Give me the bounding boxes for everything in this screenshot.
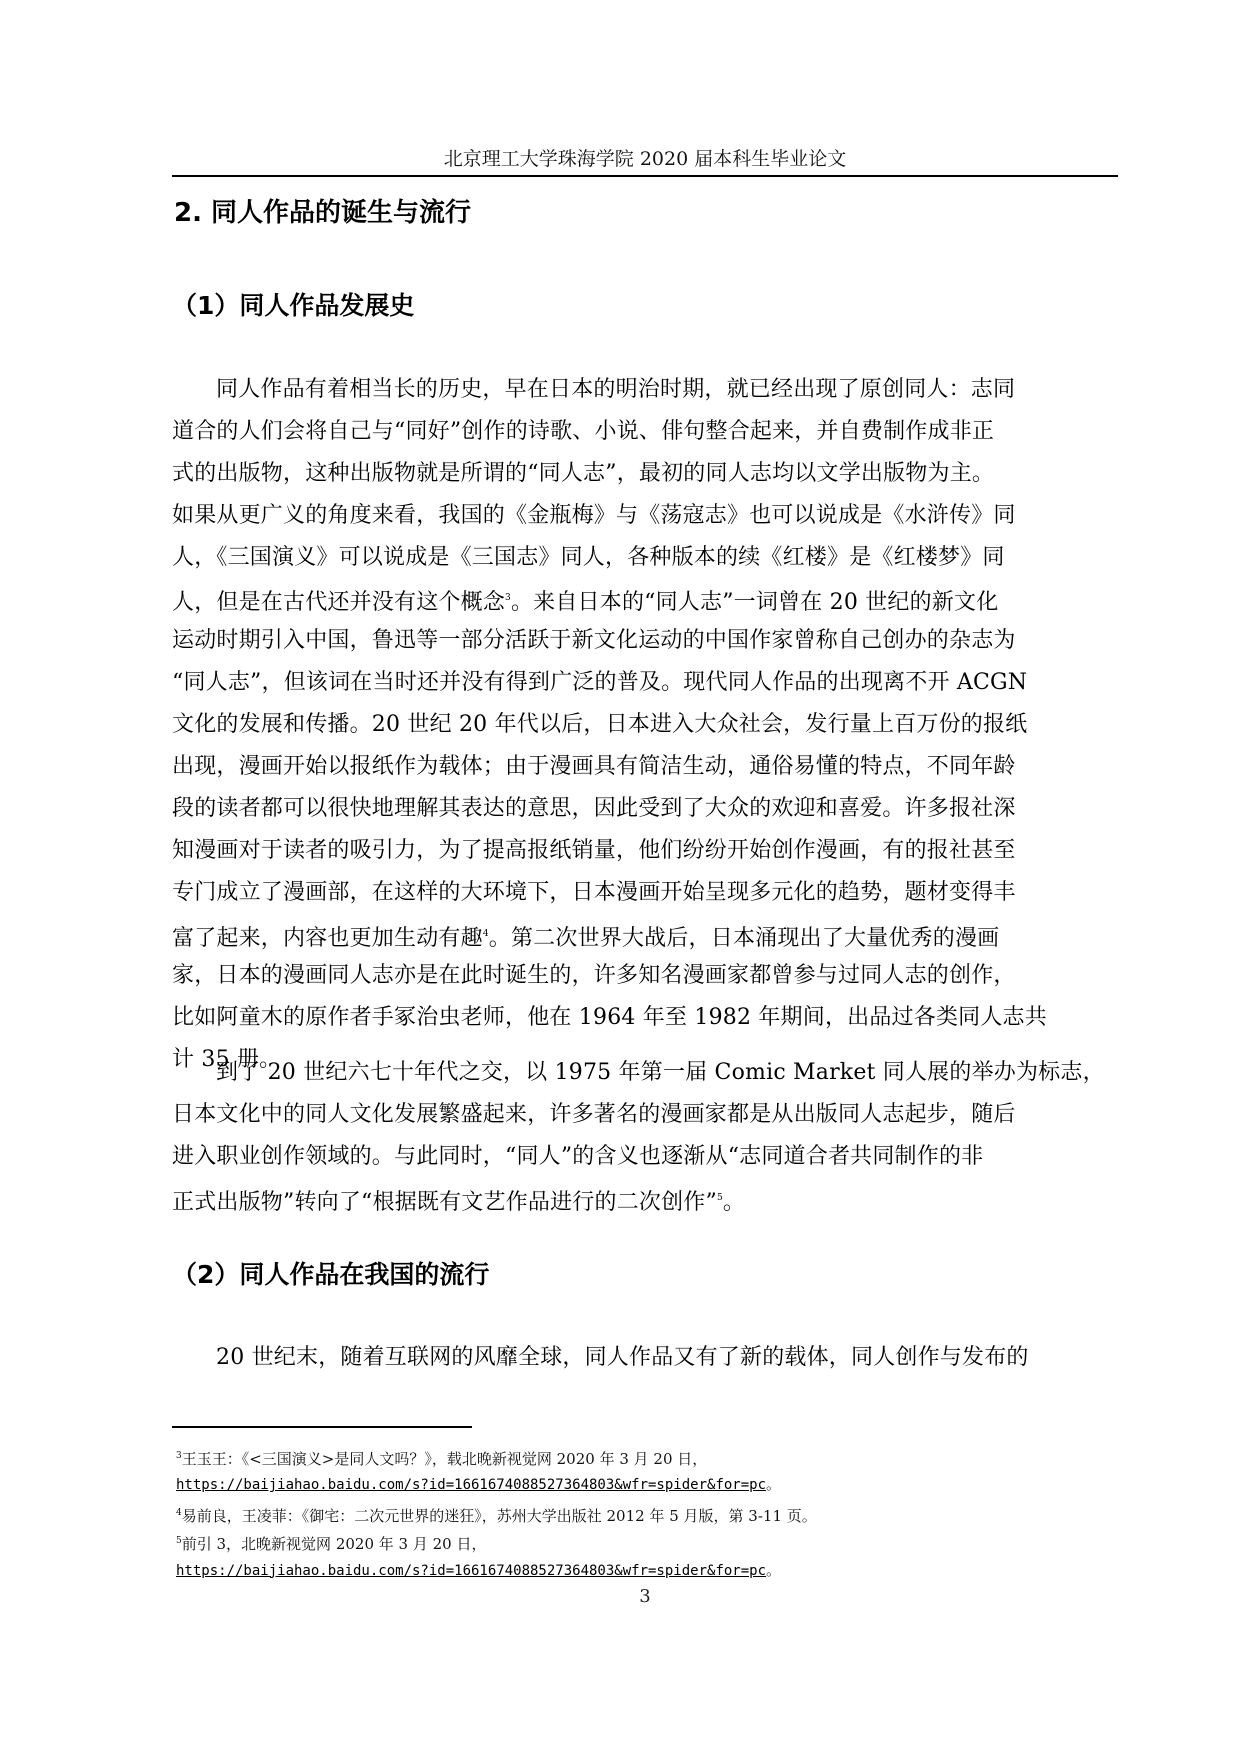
footnote-ref-3[interactable]: 3 (505, 593, 511, 604)
footnote-ref-4[interactable]: 4 (482, 928, 489, 939)
footnote-link[interactable]: https://baijiahao.baidu.com/s?id=1661674088527364803&wfr=spider&for=pc (176, 1562, 767, 1579)
text-line (172, 914, 1118, 956)
footnote-text-end: 。 (766, 1475, 782, 1494)
text-line: 式的出版物，这种出版物就是所谓的“同人志”，最初的同人志均以文学出版物为主。 (172, 460, 995, 486)
footnote-3 (176, 1442, 1116, 1470)
text-line: 知漫画对于读者的吸引力，为了提高报纸销量，他们纷纷开始创作漫画，有的报社甚至 (172, 837, 1016, 863)
footnotes (176, 1442, 1116, 1584)
text-segment: 正式出版物”转向了“根据既有文艺作品进行的二次创作” (172, 1189, 717, 1215)
text-line: 计 35 册。 (172, 1047, 282, 1073)
text-line: 到了 20 世纪六七十年代之交，以 1975 年第一届 Comic Market 同人展的举办为标志， (216, 1060, 1105, 1085)
text-segment: 人，但是在古代还并没有这个概念 (172, 590, 506, 616)
text-segment: 。来自日本的“同人志”一词曾在 20 世纪的新文化 (510, 590, 999, 616)
footnote-5-link-line (176, 1556, 1116, 1584)
subsection-heading-china: （2）同人作品在我国的流行 (172, 1260, 490, 1289)
footnote-number: 3 (176, 1451, 182, 1461)
text-line: 人，《三国演义》可以说成是《三国志》同人，各种版本的续《红楼》是《红楼梦》同 (172, 544, 1005, 570)
text-line: 比如阿童木的原作者手冢治虫老师，他在 1964 年至 1982 年期间，出品过各类同人志共 (172, 1005, 1047, 1031)
text-line: 同人作品有着相当长的历史，早在日本的明治时期，就已经出现了原创同人：志同 (216, 377, 1016, 402)
text-segment: 富了起来，内容也更加生动有趣 (172, 925, 483, 951)
text-line: 出现，漫画开始以报纸作为载体；由于漫画具有简洁生动，通俗易懂的特点，不同年龄 (172, 754, 1016, 780)
running-header: 北京理工大学珠海学院 2020 届本科生毕业论文 (443, 148, 847, 170)
text-segment: 。第二次世界大战后，日本涌现出了大量优秀的漫画 (488, 925, 1000, 951)
section-heading: 2. 同人作品的诞生与流行 (174, 198, 472, 228)
text-line: “同人志”，但该词在当时还并没有得到广泛的普及。现代同人作品的出现离不开 ACGN (172, 670, 1028, 696)
text-line (172, 1178, 1118, 1220)
footnote-ref-5[interactable]: 5 (716, 1192, 723, 1203)
footnote-text: 前引 3，北晚新视觉网 2020 年 3 月 20 日， (181, 1535, 487, 1554)
paragraph-comic-market (172, 1052, 1118, 1220)
text-line: 日本文化中的同人文化发展繁盛起来，许多著名的漫画家都是从出版同人志起步，随后 (172, 1101, 1016, 1127)
footnote-5 (176, 1527, 1116, 1555)
text-line: 文化的发展和传播。20 世纪 20 年代以后，日本进入大众社会，发行量上百万份的报纸 (172, 712, 1028, 738)
text-line: 运动时期引入中国，鲁迅等一部分活跃于新文化运动的中国作家曾称自己创办的杂志为 (172, 628, 1016, 654)
subsection-heading-history: （1）同人作品发展史 (172, 291, 415, 320)
text-line: 专门成立了漫画部，在这样的大环境下，日本漫画开始呈现多元化的趋势，题材变得丰 (172, 879, 1016, 905)
text-line: 道合的人们会将自己与“同好”创作的诗歌、小说、俳句整合起来，并自费制作成非正 (172, 418, 995, 444)
footnote-number: 4 (176, 1507, 182, 1518)
footnote-text: 王玉王：《<三国演义>是同人文吗？》，载北晚新视觉网 2020 年 3 月 20 日， (181, 1450, 708, 1468)
text-line: 20 世纪末，随着互联网的风靡全球，同人作品又有了新的载体，同人创作与发布的 (216, 1345, 1029, 1370)
footnote-text-end: 。 (766, 1560, 782, 1579)
text-line: 进入职业创作领域的。与此同时，“同人”的含义也逐渐从“志同道合者共同制作的非 (172, 1143, 984, 1169)
text-segment: 。 (722, 1189, 746, 1215)
footnote-text: 易前良，王凌菲：《御宅：二次元世界的迷狂》，苏州大学出版社 2012 年 5 月版，第 3-11 页。 (181, 1506, 817, 1525)
footnote-3-link-line (176, 1470, 1116, 1498)
paragraph-history (172, 369, 1118, 1081)
paragraph-internet (172, 1337, 1118, 1379)
text-line: 家，日本的漫画同人志亦是在此时诞生的，许多知名漫画家都曾参与过同人志的创作， (172, 963, 1016, 989)
footnote-number: 5 (176, 1536, 182, 1547)
text-line (172, 578, 1118, 620)
text-line: 如果从更广义的角度来看，我国的《金瓶梅》与《荡寇志》也可以说成是《水浒传》同 (172, 502, 1016, 528)
text-line: 段的读者都可以很快地理解其表达的意思，因此受到了大众的欢迎和喜爱。许多报社深 (172, 795, 1016, 821)
footnote-link[interactable]: https://baijiahao.baidu.com/s?id=1661674088527364803&wfr=spider&for=pc (176, 1477, 767, 1494)
header-rule (172, 175, 1118, 177)
footnote-4 (176, 1499, 1116, 1527)
page-number: 3 (639, 1586, 651, 1607)
footnote-separator (172, 1426, 472, 1428)
